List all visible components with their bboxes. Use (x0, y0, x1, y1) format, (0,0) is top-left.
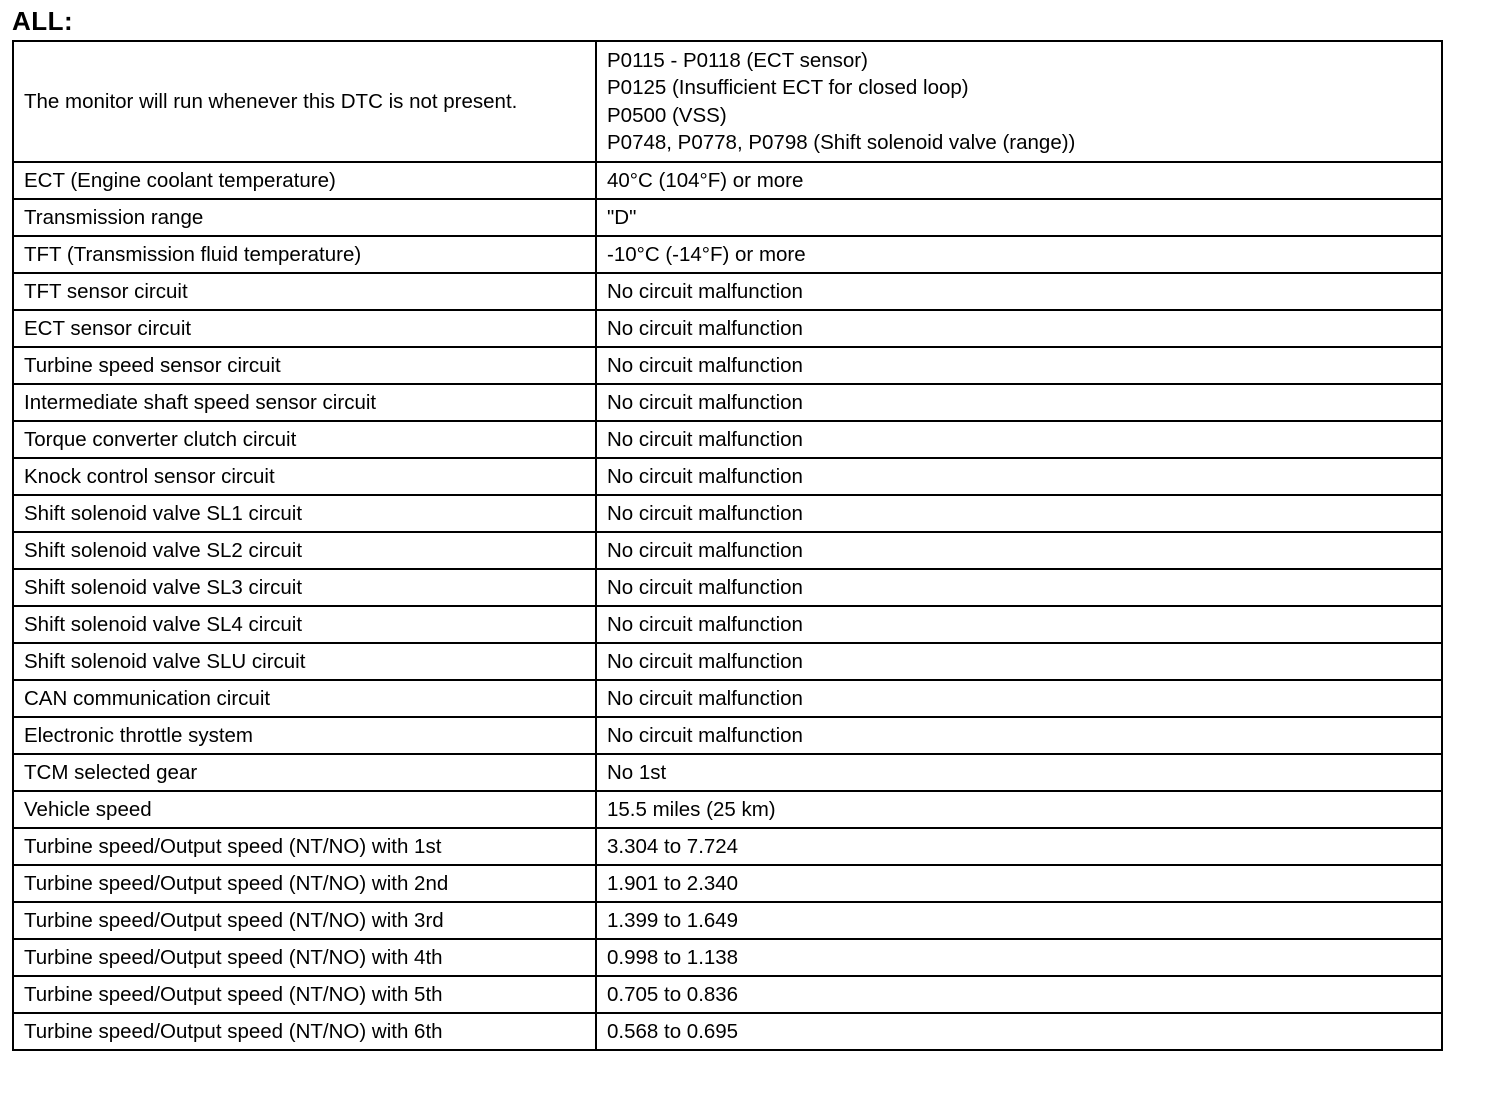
table-row (13, 754, 1442, 791)
value-cell: No circuit malfunction (596, 495, 1442, 532)
value-cell: 0.705 to 0.836 (596, 976, 1442, 1013)
condition-cell: The monitor will run whenever this DTC is not present. (13, 41, 596, 162)
value-cell: No circuit malfunction (596, 643, 1442, 680)
item-cell: Shift solenoid valve SLU circuit (13, 643, 596, 680)
item-cell: Shift solenoid valve SL1 circuit (13, 495, 596, 532)
table-row (13, 680, 1442, 717)
value-cell: "D" (596, 199, 1442, 236)
item-cell: ECT (Engine coolant temperature) (13, 162, 596, 199)
table-row (13, 162, 1442, 199)
item-cell: Knock control sensor circuit (13, 458, 596, 495)
value-cell: No circuit malfunction (596, 384, 1442, 421)
item-cell: Turbine speed/Output speed (NT/NO) with 4th (13, 939, 596, 976)
item-cell: CAN communication circuit (13, 680, 596, 717)
value-cell: No circuit malfunction (596, 458, 1442, 495)
value-cell: 0.568 to 0.695 (596, 1013, 1442, 1050)
value-cell: No circuit malfunction (596, 310, 1442, 347)
value-cell: 3.304 to 7.724 (596, 828, 1442, 865)
value-cell: No circuit malfunction (596, 717, 1442, 754)
item-cell: Electronic throttle system (13, 717, 596, 754)
item-cell: Turbine speed/Output speed (NT/NO) with 6th (13, 1013, 596, 1050)
item-cell: Turbine speed sensor circuit (13, 347, 596, 384)
value-cell: 40°C (104°F) or more (596, 162, 1442, 199)
table-row (13, 643, 1442, 680)
item-cell: Intermediate shaft speed sensor circuit (13, 384, 596, 421)
table-row (13, 902, 1442, 939)
item-cell: Turbine speed/Output speed (NT/NO) with 1st (13, 828, 596, 865)
conditions-table-body (13, 41, 1442, 1050)
value-cell: No circuit malfunction (596, 569, 1442, 606)
table-row (13, 606, 1442, 643)
value-cell: No circuit malfunction (596, 347, 1442, 384)
item-cell: Turbine speed/Output speed (NT/NO) with 3rd (13, 902, 596, 939)
table-row (13, 347, 1442, 384)
table-row (13, 495, 1442, 532)
dtc-list-cell (596, 41, 1442, 162)
table-row (13, 791, 1442, 828)
dtc-line: P0115 - P0118 (ECT sensor) (607, 48, 868, 72)
value-cell: No circuit malfunction (596, 273, 1442, 310)
value-cell: No circuit malfunction (596, 421, 1442, 458)
table-row-dtc-condition (13, 41, 1442, 162)
table-row (13, 569, 1442, 606)
table-row (13, 273, 1442, 310)
item-cell: TCM selected gear (13, 754, 596, 791)
table-row (13, 421, 1442, 458)
item-cell: ECT sensor circuit (13, 310, 596, 347)
table-row (13, 976, 1442, 1013)
table-row (13, 717, 1442, 754)
dtc-line: P0125 (Insufficient ECT for closed loop) (607, 76, 969, 99)
item-cell: Turbine speed/Output speed (NT/NO) with 5th (13, 976, 596, 1013)
section-heading: ALL: (12, 6, 74, 36)
item-cell: TFT sensor circuit (13, 273, 596, 310)
table-row (13, 939, 1442, 976)
item-cell: Turbine speed/Output speed (NT/NO) with 2nd (13, 865, 596, 902)
value-cell: 0.998 to 1.138 (596, 939, 1442, 976)
item-cell: Shift solenoid valve SL4 circuit (13, 606, 596, 643)
item-cell: TFT (Transmission fluid temperature) (13, 236, 596, 273)
item-cell: Torque converter clutch circuit (13, 421, 596, 458)
value-cell: -10°C (-14°F) or more (596, 236, 1442, 273)
item-cell: Transmission range (13, 199, 596, 236)
value-cell: No 1st (596, 754, 1442, 791)
item-cell: Shift solenoid valve SL2 circuit (13, 532, 596, 569)
value-cell: No circuit malfunction (596, 606, 1442, 643)
table-row (13, 199, 1442, 236)
table-row (13, 865, 1442, 902)
table-row (13, 532, 1442, 569)
table-row (13, 384, 1442, 421)
value-cell: 1.901 to 2.340 (596, 865, 1442, 902)
item-cell: Shift solenoid valve SL3 circuit (13, 569, 596, 606)
item-cell: Vehicle speed (13, 791, 596, 828)
value-cell: No circuit malfunction (596, 680, 1442, 717)
table-row (13, 1013, 1442, 1050)
value-cell: 15.5 miles (25 km) (596, 791, 1442, 828)
value-cell: 1.399 to 1.649 (596, 902, 1442, 939)
table-row (13, 828, 1442, 865)
value-cell: No circuit malfunction (596, 532, 1442, 569)
table-row (13, 458, 1442, 495)
conditions-table (12, 40, 1443, 1051)
dtc-line: P0500 (VSS) (607, 103, 727, 127)
dtc-line: P0748, P0778, P0798 (Shift solenoid valve (range)) (607, 131, 1076, 154)
table-row (13, 310, 1442, 347)
table-row (13, 236, 1442, 273)
